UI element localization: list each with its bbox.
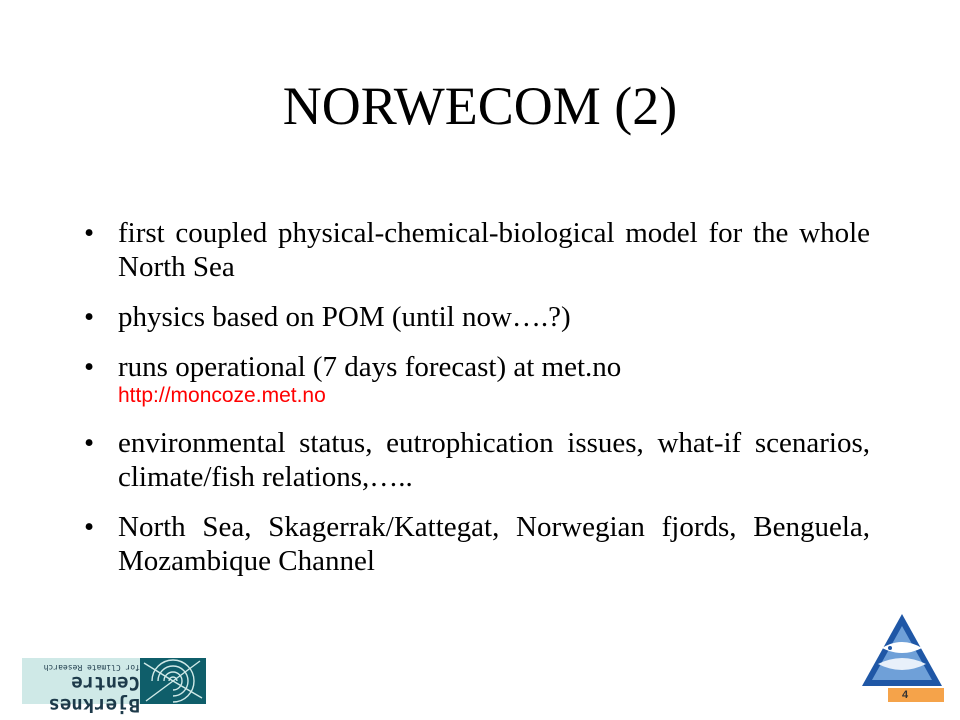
logo-wordmark [28, 662, 140, 716]
bullet-dot: • [84, 511, 95, 543]
logo-name: Bjerknes Centre [48, 672, 140, 716]
bullet-item [80, 510, 870, 578]
bullet-dot: • [84, 301, 95, 333]
bullet-dot: • [84, 217, 95, 249]
slide-title: NORWECOM (2) [282, 76, 678, 136]
bullet-text: environmental status, eutrophication issues, what-if scenarios, climate/fish relations,….. [118, 427, 870, 493]
moncoze-link[interactable]: http://moncoze.met.no [118, 384, 326, 407]
bjerknes-centre-logo [22, 658, 206, 716]
bullet-dot: • [84, 351, 95, 383]
bullet-text: runs operational (7 days forecast) at met.no [118, 351, 622, 383]
bullet-text: first coupled physical-chemical-biological model for the whole North Sea [118, 217, 870, 283]
page-number: 4 [901, 689, 909, 701]
bullet-text: North Sea, Skagerrak/Kattegat, Norwegian fjords, Benguela, Mozambique Channel [118, 511, 870, 577]
bullet-item [80, 216, 870, 284]
swirl-icon [140, 658, 206, 704]
bullet-item [80, 426, 870, 494]
logo-tagline: for Climate Research [43, 663, 140, 672]
bullet-text: physics based on POM (until now….?) [118, 301, 571, 333]
bullet-item [80, 350, 870, 410]
bullet-list [80, 216, 870, 594]
bullet-dot: • [84, 427, 95, 459]
bullet-item [80, 300, 870, 334]
